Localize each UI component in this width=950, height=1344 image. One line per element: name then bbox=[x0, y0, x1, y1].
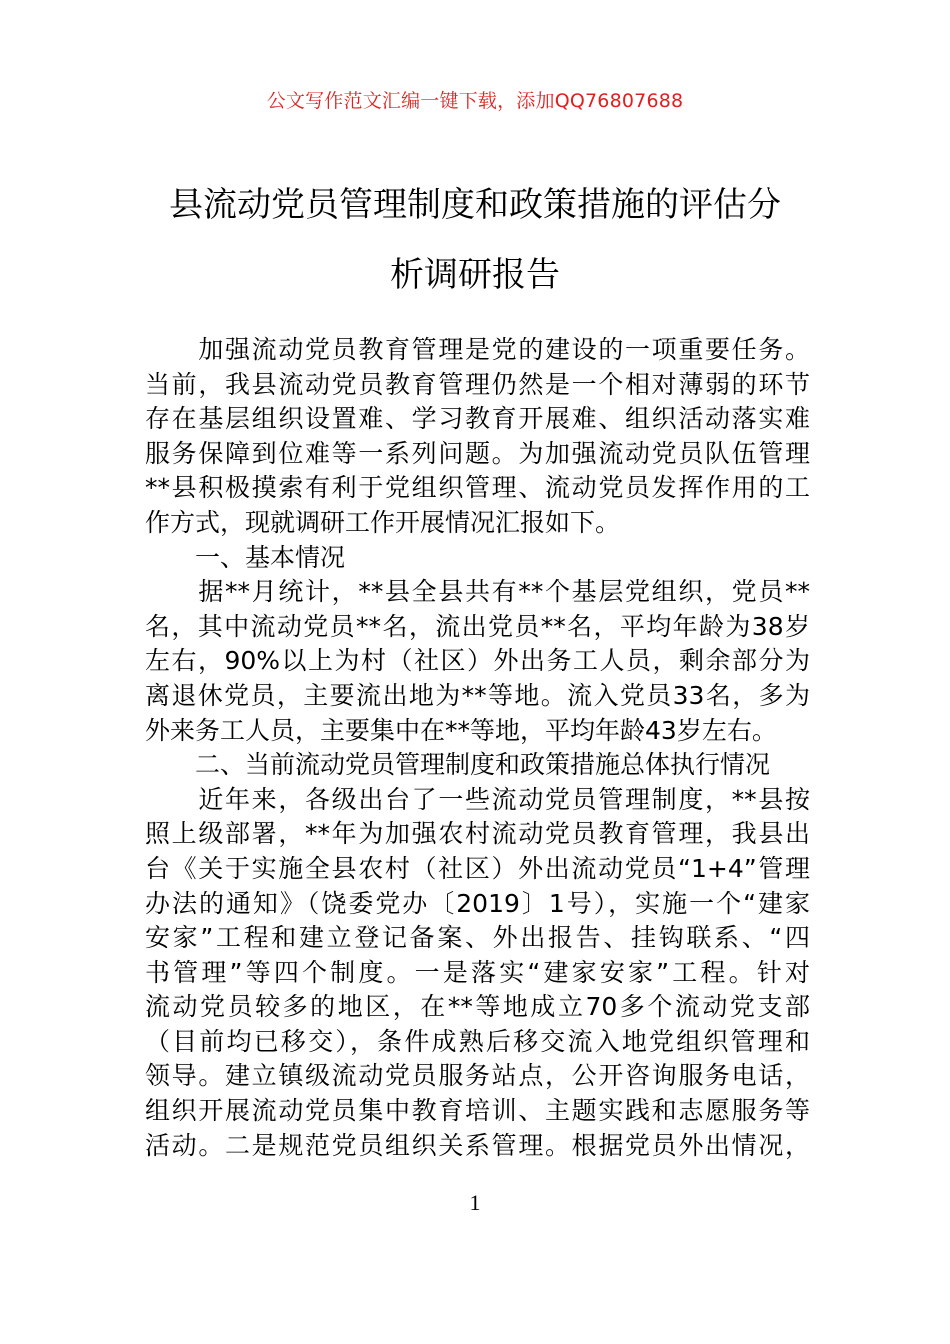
body-line: 名，其中流动党员**名，流出党员**名，平均年龄为38岁 bbox=[145, 611, 810, 641]
document-body bbox=[145, 333, 810, 1163]
body-line: 左右，90%以上为村（社区）外出务工人员，剩余部分为 bbox=[145, 646, 810, 676]
body-line: 台《关于实施全县农村（社区）外出流动党员“1+4”管理 bbox=[145, 853, 810, 883]
body-line: 书管理”等四个制度。一是落实“建家安家”工程。针对 bbox=[145, 957, 810, 987]
body-line: 当前，我县流动党员教育管理仍然是一个相对薄弱的环节 bbox=[145, 369, 810, 399]
section-heading: 一、基本情况 bbox=[145, 542, 346, 572]
section-heading: 二、当前流动党员管理制度和政策措施总体执行情况 bbox=[145, 750, 771, 780]
body-line: 外来务工人员，主要集中在**等地，平均年龄43岁左右。 bbox=[145, 715, 777, 745]
body-line: 加强流动党员教育管理是党的建设的一项重要任务。 bbox=[145, 335, 810, 364]
title-line-1: 县流动党员管理制度和政策措施的评估分 bbox=[169, 185, 781, 225]
body-line: 安家”工程和建立登记备案、外出报告、挂钩联系、“四 bbox=[145, 923, 810, 953]
body-line: 存在基层组织设置难、学习教育开展难、组织活动落实难 bbox=[145, 404, 810, 434]
document-title bbox=[120, 170, 830, 310]
body-line: 照上级部署，**年为加强农村流动党员教育管理，我县出 bbox=[145, 819, 810, 849]
body-line: 离退休党员，主要流出地为**等地。流入党员33名，多为 bbox=[145, 680, 810, 710]
body-line: 办法的通知》（饶委党办〔2019〕1号），实施一个“建家 bbox=[145, 888, 810, 918]
body-line: 组织开展流动党员集中教育培训、主题实践和志愿服务等 bbox=[145, 1096, 810, 1126]
body-line: 作方式，现就调研工作开展情况汇报如下。 bbox=[145, 507, 621, 537]
body-line: 流动党员较多的地区，在**等地成立70多个流动党支部 bbox=[145, 992, 810, 1022]
body-line: **县积极摸索有利于党组织管理、流动党员发挥作用的工 bbox=[145, 473, 810, 503]
body-line: 活动。二是规范党员组织关系管理。根据党员外出情况， bbox=[145, 1130, 810, 1160]
download-banner: 公文写作范文汇编一键下载，添加QQ76807688 bbox=[266, 90, 684, 112]
body-line: 近年来，各级出台了一些流动党员管理制度，**县按 bbox=[145, 784, 810, 814]
body-line: 服务保障到位难等一系列问题。为加强流动党员队伍管理 bbox=[145, 438, 810, 468]
body-line: （目前均已移交），条件成熟后移交流入地党组织管理和 bbox=[145, 1026, 810, 1056]
body-line: 据**月统计，**县全县共有**个基层党组织，党员** bbox=[145, 577, 810, 607]
body-line: 领导。建立镇级流动党员服务站点，公开咨询服务电话， bbox=[145, 1061, 810, 1091]
title-line-2: 析调研报告 bbox=[390, 255, 560, 295]
page-number: 1 bbox=[469, 1190, 481, 1215]
